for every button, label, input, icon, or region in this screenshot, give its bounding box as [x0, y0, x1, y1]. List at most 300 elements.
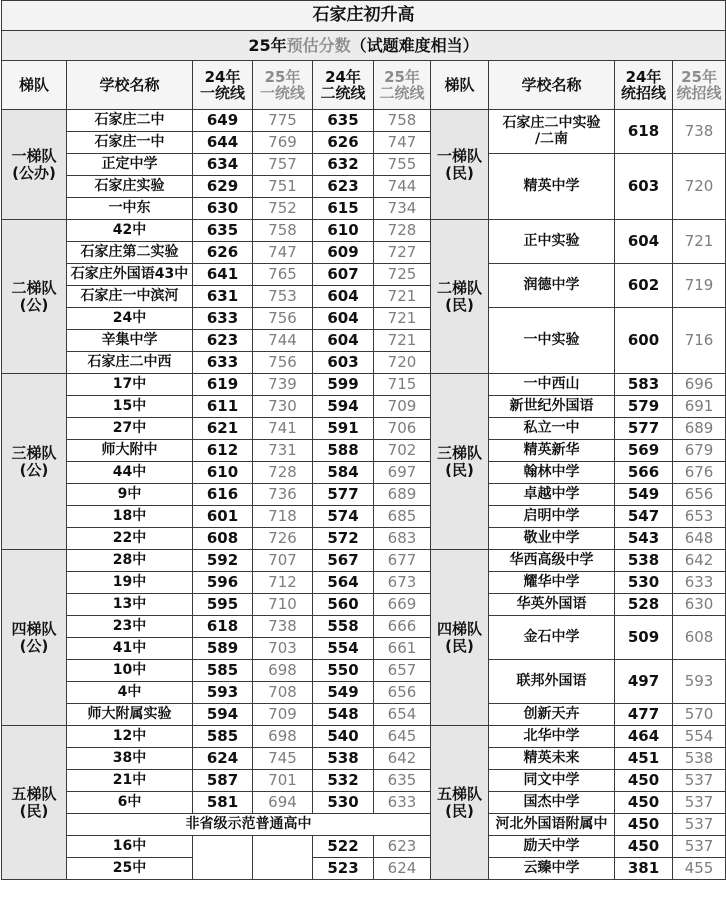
score-24-unified: 450 — [615, 770, 673, 792]
score-24-second: 623 — [313, 176, 374, 198]
school-name-right: 华英外国语 — [489, 594, 615, 616]
header-25-unified: 25年 统招线 — [673, 61, 726, 110]
tier-type: (民) — [445, 163, 474, 182]
score-24-second: 530 — [313, 792, 374, 814]
tier-name: 二梯队 — [436, 279, 482, 297]
tier-type: (民) — [19, 801, 49, 820]
score-24-unified: 450 — [615, 792, 673, 814]
score-24-unified: 549 — [615, 484, 673, 506]
school-name-right: 翰林中学 — [489, 462, 615, 484]
school-name: 23中 — [67, 616, 193, 638]
score-24-unified: 602 — [615, 264, 673, 308]
score-24-first: 621 — [193, 418, 253, 440]
score-25-unified: 653 — [673, 506, 726, 528]
school-name: 16中 — [67, 836, 193, 858]
school-name-right: 华西高级中学 — [489, 550, 615, 572]
score-25-first: 769 — [253, 132, 313, 154]
school-name: 石家庄第二实验 — [67, 242, 193, 264]
score-25-first: 694 — [253, 792, 313, 814]
left-tier-cell — [2, 726, 67, 880]
school-name-right: 一中实验 — [489, 308, 615, 374]
score-24-second: 522 — [313, 836, 374, 858]
score-25-unified: 642 — [673, 550, 726, 572]
score-24-first: 592 — [193, 550, 253, 572]
school-name: 44中 — [67, 462, 193, 484]
score-24-second: 610 — [313, 220, 374, 242]
school-name-right: 河北外国语附属中 — [489, 814, 615, 836]
school-name-right: 耀华中学 — [489, 572, 615, 594]
right-tier-cell — [431, 726, 489, 880]
score-24-unified: 603 — [615, 154, 673, 220]
score-24-unified: 530 — [615, 572, 673, 594]
score-25-second: 654 — [374, 704, 431, 726]
school-name: 17中 — [67, 374, 193, 396]
score-24-unified: 618 — [615, 110, 673, 154]
score-24-unified: 543 — [615, 528, 673, 550]
score-25-second: 706 — [374, 418, 431, 440]
school-name: 15中 — [67, 396, 193, 418]
table-row — [2, 396, 726, 418]
score-24-second: 560 — [313, 594, 374, 616]
score-25-first: 745 — [253, 748, 313, 770]
score-24-first: 634 — [193, 154, 253, 176]
score-25-unified: 608 — [673, 616, 726, 660]
score-24-first: 635 — [193, 220, 253, 242]
score-25-unified: 656 — [673, 484, 726, 506]
left-tier-cell — [2, 550, 67, 726]
score-24-unified: 451 — [615, 748, 673, 770]
score-24-unified: 577 — [615, 418, 673, 440]
tier-type: (民) — [445, 460, 474, 479]
score-24-second: 603 — [313, 352, 374, 374]
score-25-unified: 538 — [673, 748, 726, 770]
score-25-unified: 630 — [673, 594, 726, 616]
score-24-first: 616 — [193, 484, 253, 506]
score-25-first: 701 — [253, 770, 313, 792]
score-25-second: 721 — [374, 286, 431, 308]
table-row — [2, 704, 726, 726]
score-24-unified: 450 — [615, 814, 673, 836]
school-name-right: 精英中学 — [489, 154, 615, 220]
left-tier-cell — [2, 374, 67, 550]
tier-name: 四梯队 — [436, 620, 482, 638]
score-24-first: 581 — [193, 792, 253, 814]
school-name: 38中 — [67, 748, 193, 770]
header-25-first: 25年 一统线 — [253, 61, 313, 110]
score-24-second: 572 — [313, 528, 374, 550]
score-24-first: 595 — [193, 594, 253, 616]
score-24-second: 609 — [313, 242, 374, 264]
score-25-unified: 648 — [673, 528, 726, 550]
score-24-first: 626 — [193, 242, 253, 264]
score-25-first: 739 — [253, 374, 313, 396]
score-24-first: 596 — [193, 572, 253, 594]
school-name-right: 同文中学 — [489, 770, 615, 792]
score-24-second: 567 — [313, 550, 374, 572]
header-row — [2, 61, 726, 110]
school-name-right: 精英新华 — [489, 440, 615, 462]
table-row — [2, 836, 726, 858]
school-name: 石家庄二中西 — [67, 352, 193, 374]
score-24-first: 629 — [193, 176, 253, 198]
table-row — [2, 726, 726, 748]
school-name: 21中 — [67, 770, 193, 792]
tier-name: 三梯队 — [11, 444, 57, 462]
non-provincial-note: 非省级示范普通高中 — [67, 814, 431, 836]
score-24-second: 626 — [313, 132, 374, 154]
score-24-unified: 600 — [615, 308, 673, 374]
school-name-right: 云臻中学 — [489, 858, 615, 880]
score-24-first: 624 — [193, 748, 253, 770]
score-25-first: 753 — [253, 286, 313, 308]
tier-name: 四梯队 — [11, 620, 57, 638]
score-24-first: 618 — [193, 616, 253, 638]
header-25-second: 25年 二统线 — [374, 61, 431, 110]
score-25-second: 633 — [374, 792, 431, 814]
table-row — [2, 616, 726, 638]
school-name-right: 私立一中 — [489, 418, 615, 440]
table-row — [2, 660, 726, 682]
table-row — [2, 418, 726, 440]
score-24-second: 604 — [313, 330, 374, 352]
score-25-second: 661 — [374, 638, 431, 660]
table-row — [2, 462, 726, 484]
score-24-first: 644 — [193, 132, 253, 154]
school-name-right: 石家庄二中实验 /二南 — [489, 110, 615, 154]
school-name-right: 润德中学 — [489, 264, 615, 308]
table-row — [2, 484, 726, 506]
score-24-second: 591 — [313, 418, 374, 440]
tier-name: 五梯队 — [436, 785, 482, 803]
table-row — [2, 528, 726, 550]
score-24-second: 577 — [313, 484, 374, 506]
score-24-second: 558 — [313, 616, 374, 638]
score-24-second: 548 — [313, 704, 374, 726]
score-24-first: 641 — [193, 264, 253, 286]
school-name: 18中 — [67, 506, 193, 528]
score-24-unified: 538 — [615, 550, 673, 572]
score-25-first: 698 — [253, 660, 313, 682]
score-25-first: 741 — [253, 418, 313, 440]
score-25-first: 736 — [253, 484, 313, 506]
school-name-right: 金石中学 — [489, 616, 615, 660]
score-25-second: 721 — [374, 308, 431, 330]
score-25-second: 725 — [374, 264, 431, 286]
score-25-second: 677 — [374, 550, 431, 572]
header-school: 学校名称 — [67, 61, 193, 110]
score-24-unified: 569 — [615, 440, 673, 462]
score-24-first: 593 — [193, 682, 253, 704]
school-name-right: 北华中学 — [489, 726, 615, 748]
score-25-first: 758 — [253, 220, 313, 242]
score-24-first: 585 — [193, 660, 253, 682]
score-25-second: 727 — [374, 242, 431, 264]
score-25-second: 666 — [374, 616, 431, 638]
score-24-unified: 566 — [615, 462, 673, 484]
score-24-second: 594 — [313, 396, 374, 418]
score-25-second: 702 — [374, 440, 431, 462]
table-row — [2, 220, 726, 242]
score-24-unified: 583 — [615, 374, 673, 396]
school-name: 42中 — [67, 220, 193, 242]
score-24-second: 550 — [313, 660, 374, 682]
tier-name: 一梯队 — [11, 147, 57, 165]
score-25-second: 642 — [374, 748, 431, 770]
score-25-second: 715 — [374, 374, 431, 396]
score-25-first: 738 — [253, 616, 313, 638]
school-name: 19中 — [67, 572, 193, 594]
right-tier-cell — [431, 220, 489, 374]
score-24-unified: 547 — [615, 506, 673, 528]
school-name-right: 启明中学 — [489, 506, 615, 528]
score-25-unified: 691 — [673, 396, 726, 418]
score-24-second: 632 — [313, 154, 374, 176]
score-25-unified: 537 — [673, 792, 726, 814]
tier-type: (民) — [445, 636, 474, 655]
score-25-second: 755 — [374, 154, 431, 176]
score-25-first: 726 — [253, 528, 313, 550]
score-25-second: 744 — [374, 176, 431, 198]
school-name: 24中 — [67, 308, 193, 330]
score-25-second: 734 — [374, 198, 431, 220]
score-25-unified: 537 — [673, 814, 726, 836]
score-24-first: 631 — [193, 286, 253, 308]
school-name: 一中东 — [67, 198, 193, 220]
subtitle-prefix: 25年 — [248, 35, 287, 55]
score-24-second: 554 — [313, 638, 374, 660]
score-25-first: 756 — [253, 308, 313, 330]
table-row — [2, 110, 726, 132]
score-25-second: 645 — [374, 726, 431, 748]
score-25-first: 752 — [253, 198, 313, 220]
table-row — [2, 858, 726, 880]
score-25-unified: 721 — [673, 220, 726, 264]
score-25-first: 698 — [253, 726, 313, 748]
score-24-second: 523 — [313, 858, 374, 880]
score-24-second: 564 — [313, 572, 374, 594]
score-25-unified: 537 — [673, 836, 726, 858]
score-25-first: 757 — [253, 154, 313, 176]
score-25-first: 718 — [253, 506, 313, 528]
score-25-unified: 570 — [673, 704, 726, 726]
score-25-first: 709 — [253, 704, 313, 726]
school-name: 22中 — [67, 528, 193, 550]
score-24-second: 549 — [313, 682, 374, 704]
score-25-unified: 720 — [673, 154, 726, 220]
subtitle-suffix: （试题难度相当） — [350, 35, 479, 55]
score-25-unified: 719 — [673, 264, 726, 308]
score-24-first: 630 — [193, 198, 253, 220]
score-24-second: 604 — [313, 286, 374, 308]
score-24-second: 588 — [313, 440, 374, 462]
table-row — [2, 264, 726, 286]
score-25-first: 756 — [253, 352, 313, 374]
school-name: 41中 — [67, 638, 193, 660]
left-tier-cell — [2, 110, 67, 220]
score-25-unified: 593 — [673, 660, 726, 704]
score-25-first: 747 — [253, 242, 313, 264]
page-title: 石家庄初升高 — [2, 1, 726, 31]
score-24-second: 604 — [313, 308, 374, 330]
score-24-unified: 477 — [615, 704, 673, 726]
score-24-first: 608 — [193, 528, 253, 550]
table-row — [2, 572, 726, 594]
school-name-right: 新世纪外国语 — [489, 396, 615, 418]
right-tier-cell — [431, 374, 489, 550]
table-row — [2, 440, 726, 462]
school-name: 师大附属实验 — [67, 704, 193, 726]
school-name-right: 励天中学 — [489, 836, 615, 858]
left-tier-cell — [2, 220, 67, 374]
score-24-second: 532 — [313, 770, 374, 792]
score-25-first: 765 — [253, 264, 313, 286]
score-25-second: 697 — [374, 462, 431, 484]
school-name: 27中 — [67, 418, 193, 440]
tier-type: (公) — [19, 295, 49, 314]
tier-name: 一梯队 — [436, 147, 482, 165]
score-25-unified: 554 — [673, 726, 726, 748]
table-row — [2, 374, 726, 396]
score-25-unified: 455 — [673, 858, 726, 880]
score-25-first: 775 — [253, 110, 313, 132]
school-name-right: 一中西山 — [489, 374, 615, 396]
header-tier-right: 梯队 — [431, 61, 489, 110]
school-name: 4中 — [67, 682, 193, 704]
tier-type: (民) — [445, 295, 474, 314]
tier-type: (民) — [445, 801, 474, 820]
tier-name: 三梯队 — [436, 444, 482, 462]
score-24-unified: 450 — [615, 836, 673, 858]
score-25-first: 728 — [253, 462, 313, 484]
header-tier: 梯队 — [2, 61, 67, 110]
score-25-second: 685 — [374, 506, 431, 528]
table-row — [2, 154, 726, 176]
score-25-unified: 679 — [673, 440, 726, 462]
score-25-second: 657 — [374, 660, 431, 682]
score-24-first: 585 — [193, 726, 253, 748]
table-row — [2, 814, 726, 836]
subtitle-highlight: 预估分数 — [286, 35, 351, 55]
score-24-first: 633 — [193, 308, 253, 330]
school-name-right: 敬业中学 — [489, 528, 615, 550]
score-24-first: 611 — [193, 396, 253, 418]
school-name: 石家庄一中 — [67, 132, 193, 154]
score-25-first: 703 — [253, 638, 313, 660]
school-name: 石家庄一中滨河 — [67, 286, 193, 308]
school-name: 师大附中 — [67, 440, 193, 462]
score-24-first: 610 — [193, 462, 253, 484]
score-25-unified: 633 — [673, 572, 726, 594]
score-25-second: 624 — [374, 858, 431, 880]
score-24-second: 540 — [313, 726, 374, 748]
score-table — [1, 0, 726, 880]
table-row — [2, 308, 726, 330]
score-25-first: 707 — [253, 550, 313, 572]
score-25-second: 673 — [374, 572, 431, 594]
score-24-first: 587 — [193, 770, 253, 792]
score-25-first: 708 — [253, 682, 313, 704]
school-name: 10中 — [67, 660, 193, 682]
score-25-unified: 738 — [673, 110, 726, 154]
score-24-first: 601 — [193, 506, 253, 528]
school-name: 9中 — [67, 484, 193, 506]
score-24-unified: 579 — [615, 396, 673, 418]
school-name-right: 创新天卉 — [489, 704, 615, 726]
score-25-second: 683 — [374, 528, 431, 550]
score-24-second: 615 — [313, 198, 374, 220]
right-tier-cell — [431, 110, 489, 220]
score-24-unified: 497 — [615, 660, 673, 704]
score-25-second: 758 — [374, 110, 431, 132]
tier-type: (公) — [19, 636, 49, 655]
score-24-second: 607 — [313, 264, 374, 286]
score-25-second: 720 — [374, 352, 431, 374]
header-school-right: 学校名称 — [489, 61, 615, 110]
score-24-unified: 509 — [615, 616, 673, 660]
tier-name: 二梯队 — [11, 279, 57, 297]
score-25-first: 710 — [253, 594, 313, 616]
score-25-unified: 689 — [673, 418, 726, 440]
school-name: 石家庄实验 — [67, 176, 193, 198]
score-25-unified: 537 — [673, 770, 726, 792]
table-row — [2, 550, 726, 572]
score-24-unified: 604 — [615, 220, 673, 264]
empty-first-25 — [253, 836, 313, 880]
score-24-second: 538 — [313, 748, 374, 770]
score-24-second: 635 — [313, 110, 374, 132]
school-name: 25中 — [67, 858, 193, 880]
school-name-right: 正中实验 — [489, 220, 615, 264]
score-24-second: 599 — [313, 374, 374, 396]
school-name: 石家庄二中 — [67, 110, 193, 132]
school-name-right: 联邦外国语 — [489, 660, 615, 704]
table-row — [2, 594, 726, 616]
score-24-first: 594 — [193, 704, 253, 726]
score-25-second: 709 — [374, 396, 431, 418]
header-24-first: 24年 一统线 — [193, 61, 253, 110]
tier-name: 五梯队 — [11, 785, 57, 803]
score-25-first: 744 — [253, 330, 313, 352]
score-25-first: 730 — [253, 396, 313, 418]
right-tier-cell — [431, 550, 489, 726]
table-row — [2, 792, 726, 814]
table-row — [2, 770, 726, 792]
school-name: 正定中学 — [67, 154, 193, 176]
score-24-first: 623 — [193, 330, 253, 352]
school-name-right: 国杰中学 — [489, 792, 615, 814]
school-name: 辛集中学 — [67, 330, 193, 352]
score-24-first: 649 — [193, 110, 253, 132]
score-24-first: 619 — [193, 374, 253, 396]
score-25-second: 721 — [374, 330, 431, 352]
school-name: 13中 — [67, 594, 193, 616]
score-25-second: 747 — [374, 132, 431, 154]
school-name-right: 精英未来 — [489, 748, 615, 770]
tier-type: (公) — [19, 460, 49, 479]
page-subtitle — [2, 31, 726, 61]
school-name: 6中 — [67, 792, 193, 814]
score-24-second: 584 — [313, 462, 374, 484]
score-25-first: 712 — [253, 572, 313, 594]
table-row — [2, 506, 726, 528]
score-25-first: 731 — [253, 440, 313, 462]
school-name-right: 卓越中学 — [489, 484, 615, 506]
empty-first-24 — [193, 836, 253, 880]
school-name: 石家庄外国语43中 — [67, 264, 193, 286]
score-25-second: 656 — [374, 682, 431, 704]
score-25-second: 623 — [374, 836, 431, 858]
score-25-unified: 696 — [673, 374, 726, 396]
